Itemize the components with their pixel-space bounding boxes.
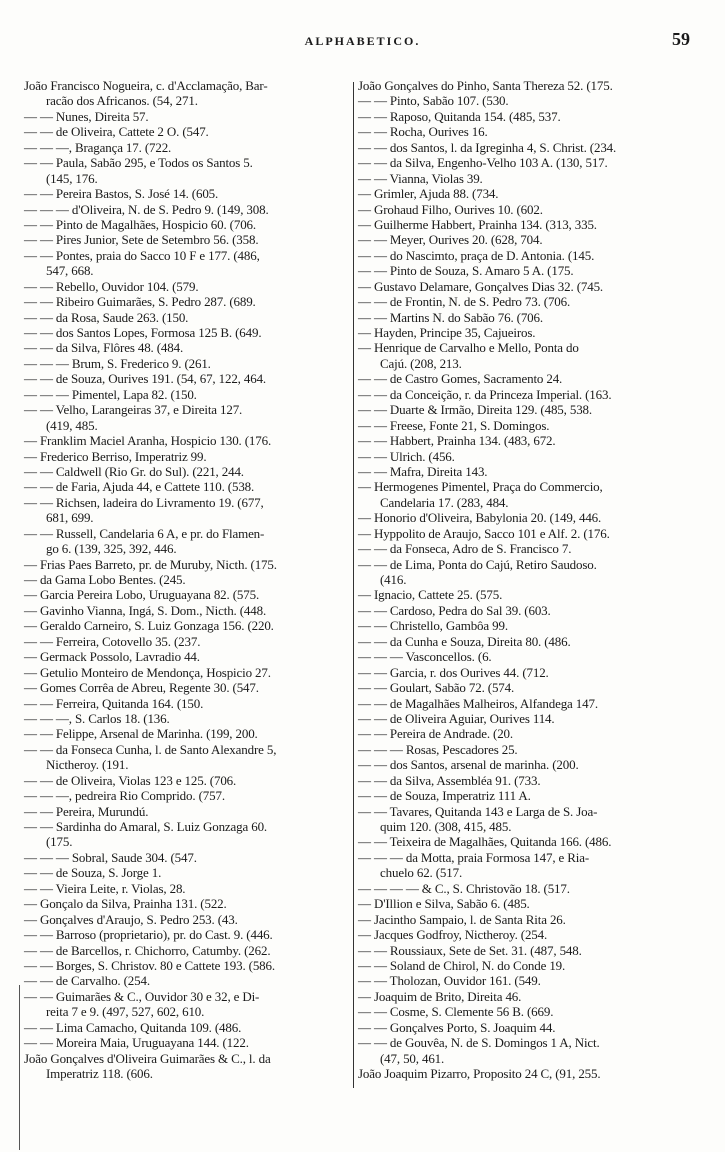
directory-entry-line: — — Moreira Maia, Uruguayana 144. (122. bbox=[24, 1035, 249, 1051]
directory-entry-line: — — Pereira Bastos, S. José 14. (605. bbox=[24, 186, 219, 202]
directory-entry-line: — — Tavares, Quitanda 143 e Larga de S. Joa- bbox=[358, 803, 598, 819]
directory-entry-line: — — da Fonseca, Adro de S. Francisco 7. bbox=[358, 541, 572, 557]
directory-entry-line: — Frias Paes Barreto, pr. de Muruby, Nicth. (175. bbox=[24, 556, 277, 572]
directory-entry-line: — — da Conceição, r. da Princeza Imperial. (163. bbox=[358, 386, 612, 402]
directory-entry-line: — — Soland de Chirol, N. do Conde 19. bbox=[358, 957, 566, 973]
directory-entry-line: — Hayden, Principe 35, Cajueiros. bbox=[358, 325, 536, 340]
directory-entry-line: — — dos Santos, l. da Igreginha 4, S. Christ. (234. bbox=[358, 139, 617, 155]
entry-continuation-line: quim 120. (308, 415, 485. bbox=[380, 819, 512, 834]
directory-entry-line: — — Velho, Larangeiras 37, e Direita 127. bbox=[24, 402, 243, 418]
directory-entry-line: — — da Silva, Assembléa 91. (733. bbox=[358, 772, 541, 788]
directory-entry-line: — — Ribeiro Guimarães, S. Pedro 287. (689. bbox=[24, 294, 256, 310]
directory-entry-line: — — Cardoso, Pedra do Sal 39. (603. bbox=[358, 602, 551, 618]
entry-continuation-line: 681, 699. bbox=[46, 510, 94, 526]
entry-continuation-line: reita 7 e 9. (497, 527, 602, 610. bbox=[46, 1004, 205, 1020]
directory-entry-line: — — Pires Junior, Sete de Setembro 56. (358. bbox=[24, 232, 259, 248]
directory-entry-line: — Hyppolito de Araujo, Sacco 101 e Alf. 2. (176. bbox=[358, 525, 610, 541]
directory-entry-line: — — Pinto de Magalhães, Hospicio 60. (706. bbox=[24, 216, 257, 232]
right-column bbox=[358, 78, 704, 1081]
entry-continuation-line: chuelo 62. (517. bbox=[380, 865, 463, 881]
directory-entry-line: — — Mafra, Direita 143. bbox=[358, 463, 488, 479]
directory-entry-line: — — Paula, Sabão 295, e Todos os Santos 5. bbox=[24, 155, 253, 171]
directory-entry-line: — — Pinto de Souza, S. Amaro 5 A. (175. bbox=[358, 263, 574, 279]
directory-entry-line: — — Borges, S. Christov. 80 e Cattete 193. (586. bbox=[24, 957, 275, 973]
directory-entry-line: — Gonçalo da Silva, Prainha 131. (522. bbox=[24, 896, 227, 912]
directory-entry-line: — Ignacio, Cattete 25. (575. bbox=[358, 587, 503, 603]
directory-entry-line: — Getulio Monteiro de Mendonça, Hospicio 27. bbox=[24, 664, 271, 680]
directory-entry-line: — — Sardinha do Amaral, S. Luiz Gonzaga 60. bbox=[24, 819, 268, 834]
directory-entry-line: — — Martins N. do Sabão 76. (706. bbox=[358, 309, 543, 325]
running-header: ALPHABETICO. bbox=[304, 34, 421, 48]
directory-entry-line: — — Vianna, Violas 39. bbox=[358, 170, 483, 186]
directory-entry-line: — — Guimarães & C., Ouvidor 30 e 32, e Di- bbox=[24, 988, 260, 1004]
directory-entry-line: — — dos Santos Lopes, Formosa 125 B. (649. bbox=[24, 325, 262, 340]
directory-entry-line: — — de Lima, Ponta do Cajú, Retiro Saudoso. bbox=[358, 556, 597, 572]
directory-entry-line: — Gomes Corrêa de Abreu, Regente 30. (547. bbox=[24, 680, 259, 696]
directory-entry-line: — — Christello, Gambôa 99. bbox=[358, 618, 508, 634]
directory-entry-line: — Garcia Pereira Lobo, Uruguayana 82. (575. bbox=[24, 587, 260, 603]
entry-continuation-line: Cajú. (208, 213. bbox=[380, 355, 462, 371]
directory-entry-line: — — de Magalhães Malheiros, Alfandega 147. bbox=[358, 695, 598, 711]
directory-entry-line: João Joaquim Pizarro, Proposito 24 C, (91, 255. bbox=[358, 1066, 601, 1081]
entry-continuation-line: racão dos Africanos. (54, 271. bbox=[46, 93, 198, 109]
directory-entry-line: João Gonçalves d'Oliveira Guimarães & C., l. da bbox=[24, 1050, 271, 1066]
directory-entry-line: — Honorio d'Oliveira, Babylonia 20. (149, 446. bbox=[358, 510, 602, 526]
directory-entry-line: — — de Oliveira, Cattete 2 O. (547. bbox=[24, 124, 209, 140]
directory-entry-line: — — da Silva, Flôres 48. (484. bbox=[24, 340, 184, 356]
directory-entry-line: — Geraldo Carneiro, S. Luiz Gonzaga 156. (220. bbox=[24, 618, 274, 634]
directory-entry-line: — — de Carvalho. (254. bbox=[24, 973, 150, 989]
directory-entry-line: — — Rebello, Ouvidor 104. (579. bbox=[24, 278, 199, 294]
directory-entry-line: — Franklim Maciel Aranha, Hospicio 130. (176. bbox=[24, 433, 272, 449]
entry-continuation-line: go 6. (139, 325, 392, 446. bbox=[46, 541, 177, 557]
directory-entry-line: — Guilherme Habbert, Prainha 134. (313, 335. bbox=[358, 216, 597, 232]
entry-continuation-line: Imperatriz 118. (606. bbox=[46, 1066, 153, 1081]
directory-entry-line: — — —, Bragança 17. (722. bbox=[24, 139, 172, 155]
directory-entry-line: — — — — & C., S. Christovão 18. (517. bbox=[358, 880, 570, 896]
directory-entry-line: — — Duarte & Irmão, Direita 129. (485, 538. bbox=[358, 402, 592, 418]
scan-edge-line bbox=[19, 985, 20, 1150]
directory-entry-line: — — de Barcellos, r. Chichorro, Catumby. (262. bbox=[24, 942, 271, 958]
directory-entry-line: — — Raposo, Quitanda 154. (485, 537. bbox=[358, 108, 561, 124]
directory-entry-line: — Grimler, Ajuda 88. (734. bbox=[358, 186, 499, 202]
directory-entry-line: — Frederico Berriso, Imperatriz 99. bbox=[24, 448, 207, 464]
entry-continuation-line: 547, 668. bbox=[46, 263, 94, 279]
directory-entry-line: — — Roussiaux, Sete de Set. 31. (487, 548. bbox=[358, 942, 582, 958]
directory-entry-line: — — de Souza, S. Jorge 1. bbox=[24, 865, 162, 881]
directory-entry-line: — — Ferreira, Quitanda 164. (150. bbox=[24, 695, 204, 711]
directory-entry-line: João Gonçalves do Pinho, Santa Thereza 52. (175. bbox=[358, 78, 613, 93]
directory-entry-line: — — de Souza, Imperatriz 111 A. bbox=[358, 788, 531, 804]
directory-entry-line: — — de Souza, Ourives 191. (54, 67, 122, 464. bbox=[24, 371, 267, 387]
directory-entry-line: — — da Cunha e Souza, Direita 80. (486. bbox=[358, 633, 571, 649]
directory-entry-line: — — Tholozan, Ouvidor 161. (549. bbox=[358, 973, 541, 989]
entry-continuation-line: (47, 50, 461. bbox=[380, 1050, 445, 1066]
directory-entry-line: — — — Brum, S. Frederico 9. (261. bbox=[24, 355, 211, 371]
directory-entry-line: — — Meyer, Ourives 20. (628, 704. bbox=[358, 232, 543, 248]
directory-entry-line: — — Freese, Fonte 21, S. Domingos. bbox=[358, 417, 550, 433]
entry-continuation-line: (145, 176. bbox=[46, 170, 98, 186]
directory-entry-line: — — Teixeira de Magalhães, Quitanda 166. (486. bbox=[358, 834, 612, 850]
directory-entry-line: — — — Rosas, Pescadores 25. bbox=[358, 741, 518, 757]
directory-entry-line: — — — Pimentel, Lapa 82. (150. bbox=[24, 386, 197, 402]
directory-entry-line: — — —, S. Carlos 18. (136. bbox=[24, 710, 170, 726]
entry-continuation-line: (419, 485. bbox=[46, 417, 98, 433]
directory-entry-line: — — de Oliveira, Violas 123 e 125. (706. bbox=[24, 772, 237, 788]
directory-entry-line: — — — da Motta, praia Formosa 147, e Ria- bbox=[358, 849, 590, 865]
directory-entry-line: — — Rocha, Ourives 16. bbox=[358, 124, 488, 140]
directory-entry-line: — — — Sobral, Saude 304. (547. bbox=[24, 849, 197, 865]
directory-entry-line: — — da Fonseca Cunha, l. de Santo Alexandre 5, bbox=[24, 741, 277, 757]
left-column bbox=[24, 78, 352, 1081]
directory-entry-line: — — Caldwell (Rio Gr. do Sul). (221, 244. bbox=[24, 463, 244, 479]
directory-entry-line: — — Cosme, S. Clemente 56 B. (669. bbox=[358, 1004, 554, 1020]
directory-entry-line: — — do Nascimto, praça de D. Antonia. (145. bbox=[358, 247, 595, 263]
directory-entry-line: — — Ferreira, Cotovello 35. (237. bbox=[24, 633, 201, 649]
directory-entry-line: — — Pontes, praia do Sacco 10 F e 177. (486, bbox=[24, 247, 260, 263]
directory-entry-line: — — Russell, Candelaria 6 A, e pr. do Flamen- bbox=[24, 525, 265, 541]
directory-entry-line: — — Ulrich. (456. bbox=[358, 448, 455, 464]
directory-entry-line: — — Pereira de Andrade. (20. bbox=[358, 726, 513, 742]
entry-continuation-line: (175. bbox=[46, 834, 73, 850]
directory-entry-line: — Germack Possolo, Lavradio 44. bbox=[24, 649, 200, 665]
directory-entry-line: — — Vieira Leite, r. Violas, 28. bbox=[24, 880, 186, 896]
entry-continuation-line: Candelaria 17. (283, 484. bbox=[380, 494, 509, 510]
directory-entry-line: — — de Castro Gomes, Sacramento 24. bbox=[358, 371, 563, 387]
directory-entry-line: — — Pereira, Murundú. bbox=[24, 803, 149, 819]
directory-entry-line: — da Gama Lobo Bentes. (245. bbox=[24, 572, 186, 587]
directory-entry-line: João Francisco Nogueira, c. d'Acclamação, Bar- bbox=[24, 78, 268, 93]
entry-continuation-line: Nictheroy. (191. bbox=[46, 757, 129, 773]
column-divider bbox=[353, 82, 354, 1088]
directory-entry-line: — — Felippe, Arsenal de Marinha. (199, 200. bbox=[24, 726, 258, 742]
directory-entry-line: — — — Vasconcellos. (6. bbox=[358, 649, 492, 665]
directory-entry-line: — — de Faria, Ajuda 44, e Cattete 110. (538. bbox=[24, 479, 255, 495]
directory-entry-line: — Gavinho Vianna, Ingá, S. Dom., Nicth. (448. bbox=[24, 602, 267, 618]
directory-entry-line: — — Lima Camacho, Quitanda 109. (486. bbox=[24, 1019, 242, 1035]
entry-continuation-line: (416. bbox=[380, 572, 407, 587]
directory-entry-line: — — Gonçalves Porto, S. Joaquim 44. bbox=[358, 1019, 556, 1035]
directory-entry-line: — — da Silva, Engenho-Velho 103 A. (130, 517. bbox=[358, 155, 608, 171]
directory-entry-line: — Jacintho Sampaio, l. de Santa Rita 26. bbox=[358, 911, 566, 927]
directory-entry-line: — Joaquim de Brito, Direita 46. bbox=[358, 988, 522, 1004]
directory-entry-line: — — Goulart, Sabão 72. (574. bbox=[358, 680, 515, 696]
directory-entry-line: — — Pinto, Sabão 107. (530. bbox=[358, 93, 509, 109]
directory-entry-line: — — —, pedreira Rio Comprido. (757. bbox=[24, 788, 225, 804]
directory-entry-line: — — da Rosa, Saude 263. (150. bbox=[24, 309, 189, 325]
directory-entry-line: — — Barroso (proprietario), pr. do Cast. 9. (446. bbox=[24, 927, 273, 943]
directory-entry-line: — D'Illion e Silva, Sabão 6. (485. bbox=[358, 896, 530, 912]
directory-entry-line: — — de Frontin, N. de S. Pedro 73. (706. bbox=[358, 294, 571, 310]
directory-entry-line: — — de Gouvêa, N. de S. Domingos 1 A, Nict. bbox=[358, 1035, 600, 1051]
directory-entry-line: — — Richsen, ladeira do Livramento 19. (677, bbox=[24, 494, 264, 510]
directory-entry-line: — Hermogenes Pimentel, Praça do Commercio, bbox=[358, 479, 603, 495]
directory-entry-line: — Gustavo Delamare, Gonçalves Dias 32. (745. bbox=[358, 278, 604, 294]
directory-entry-line: — — Habbert, Prainha 134. (483, 672. bbox=[358, 433, 556, 449]
directory-entry-line: — — Nunes, Direita 57. bbox=[24, 108, 149, 124]
directory-entry-line: — — dos Santos, arsenal de marinha. (200. bbox=[358, 757, 579, 773]
directory-entry-line: — Gonçalves d'Araujo, S. Pedro 253. (43. bbox=[24, 911, 238, 927]
page-number: 59 bbox=[672, 29, 690, 49]
directory-entry-line: — — Garcia, r. dos Ourives 44. (712. bbox=[358, 664, 549, 680]
directory-entry-line: — Grohaud Filho, Ourives 10. (602. bbox=[358, 201, 543, 217]
directory-entry-line: — — de Oliveira Aguiar, Ourives 114. bbox=[358, 710, 555, 726]
directory-entry-line: — — — d'Oliveira, N. de S. Pedro 9. (149, 308. bbox=[24, 201, 269, 217]
directory-entry-line: — Henrique de Carvalho e Mello, Ponta do bbox=[358, 340, 579, 356]
directory-entry-line: — Jacques Godfroy, Nictheroy. (254. bbox=[358, 927, 548, 943]
